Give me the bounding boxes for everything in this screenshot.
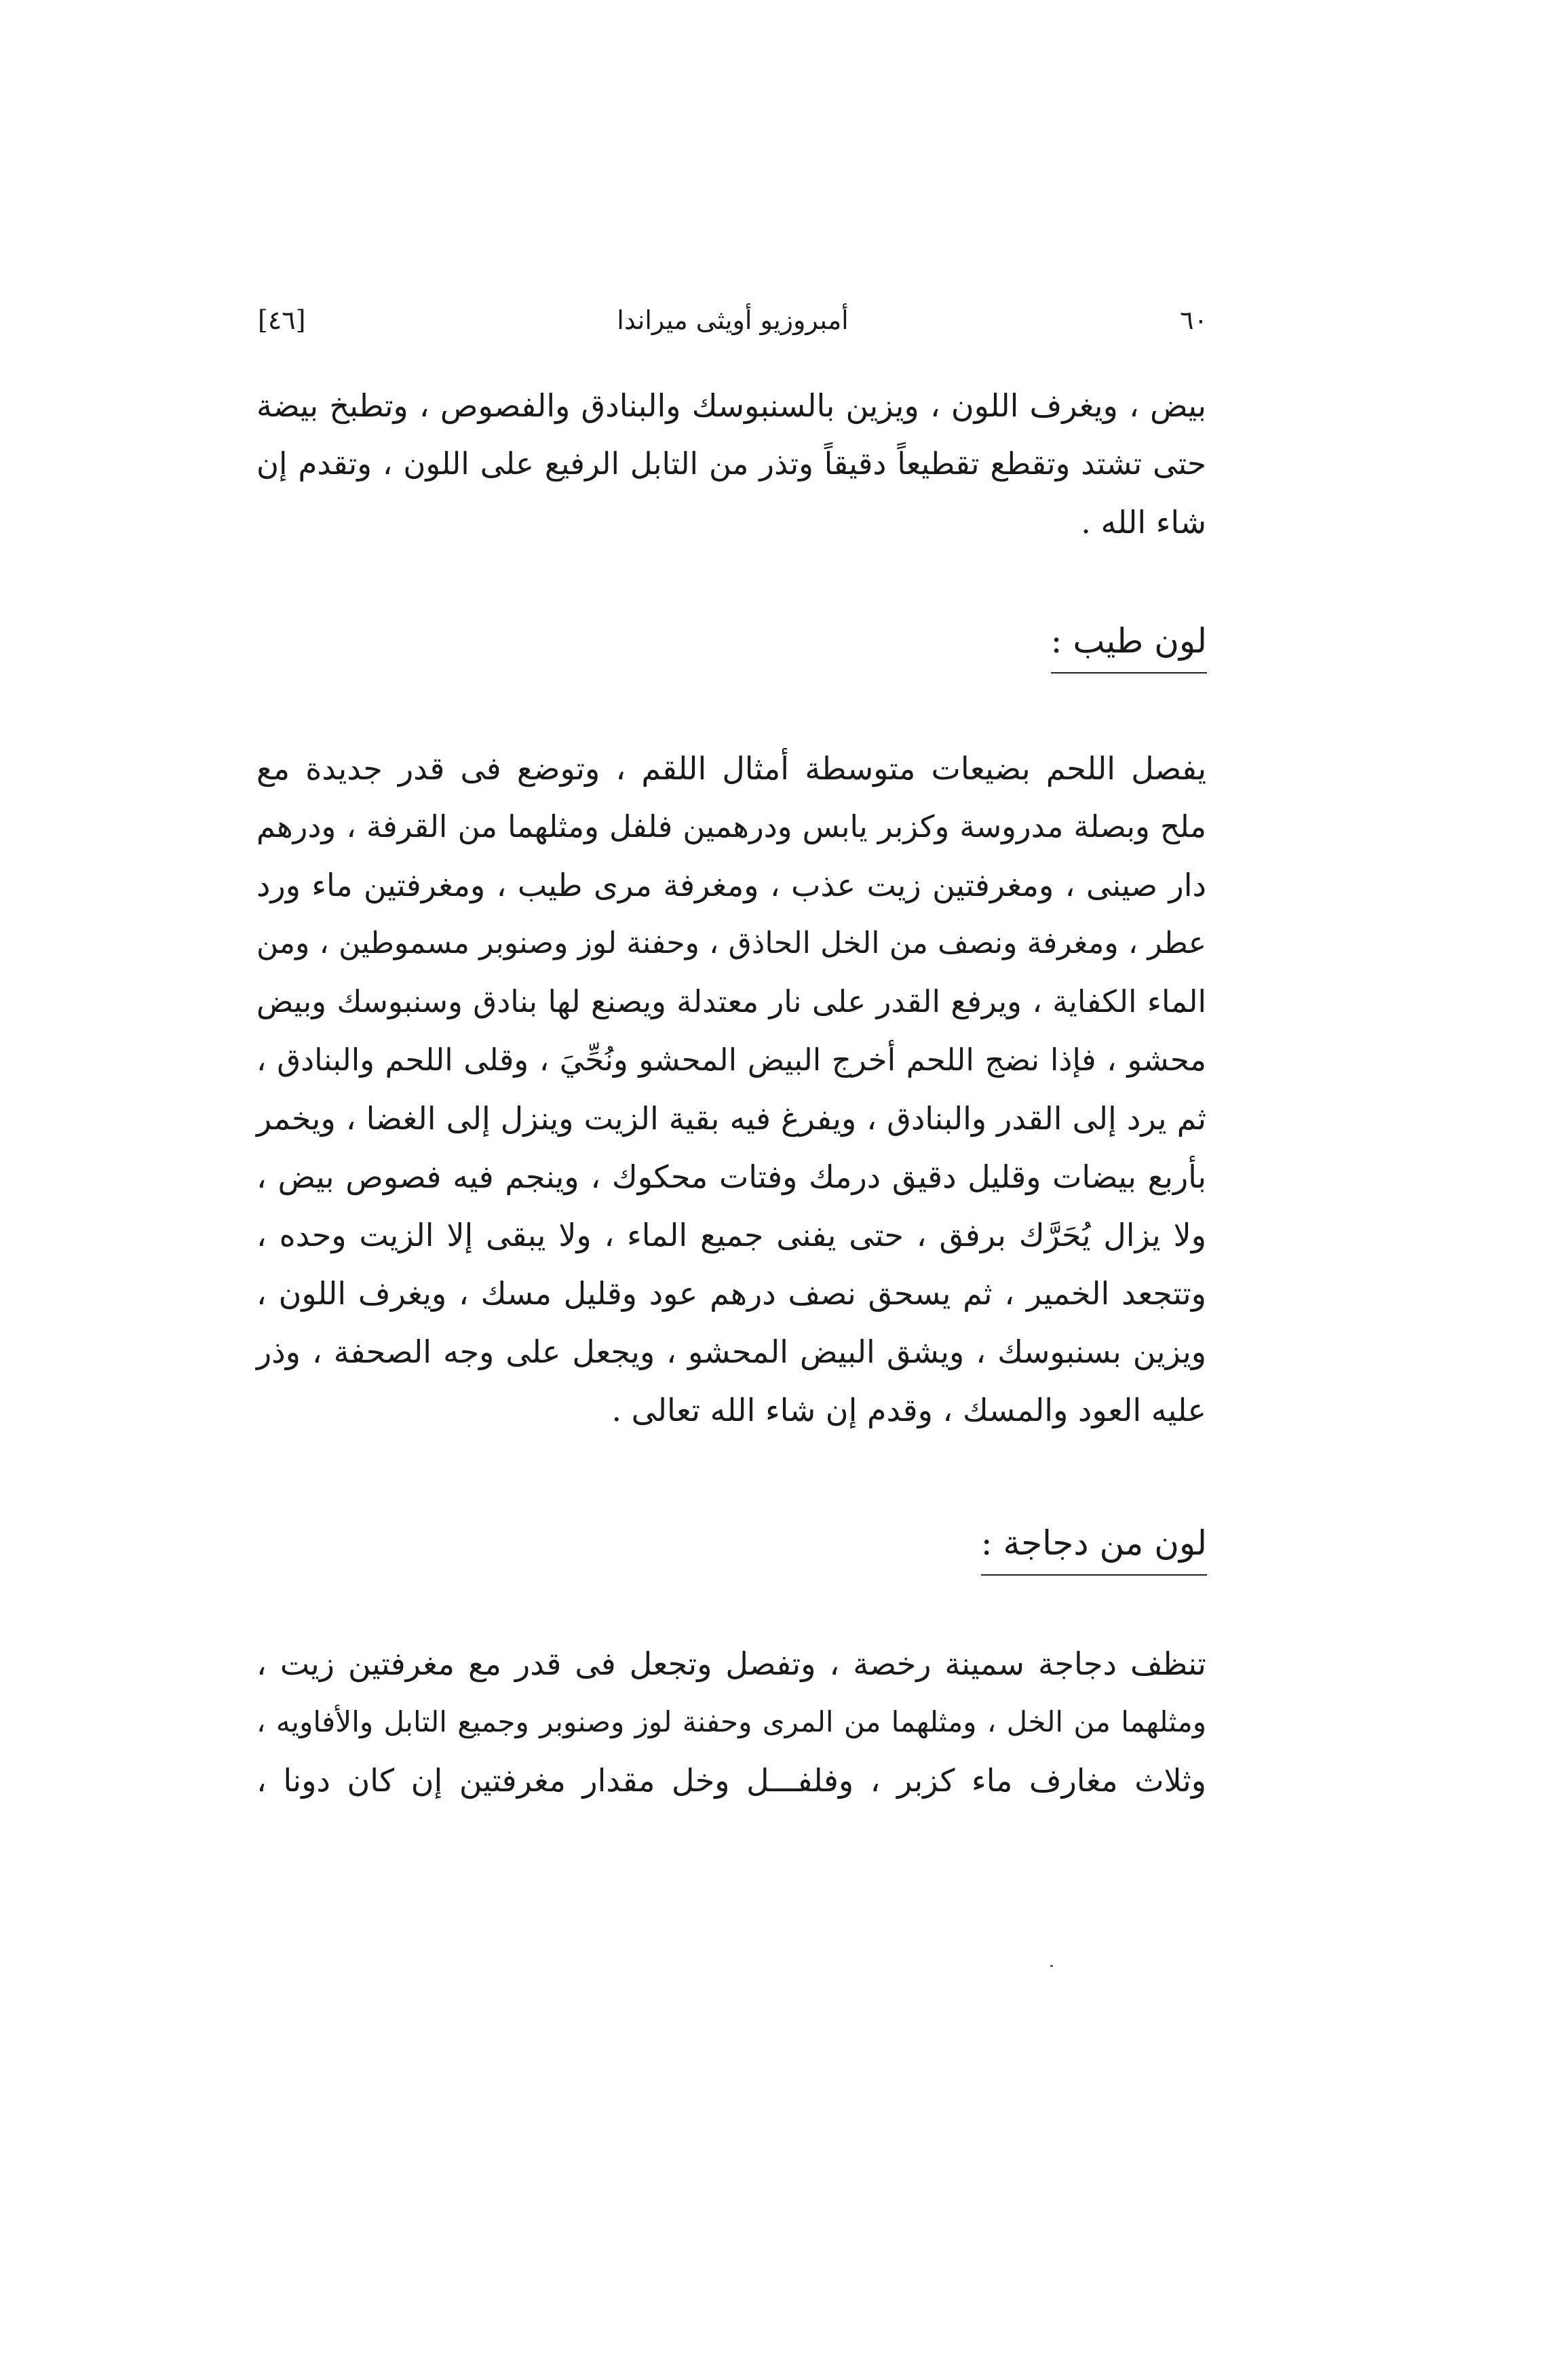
text-line: وثلاث مغارف ماء كزبر ، وفلفـــل وخل مقدار مغرفتين إن كان دونا ،: [256, 1762, 1206, 1799]
text-line: ملح وبصلة مدروسة وكزبر يابس ودرهمين فلفل ومثلهما من القرفة ، ودرهم: [256, 808, 1206, 844]
text-line: محشو ، فإذا نضج اللحم أخرج البيض المحشو ونُحِّيَ ، وقلى اللحم والبنادق ،: [256, 1042, 1206, 1078]
text-line: عطر ، ومغرفة ونصف من الخل الحاذق ، وحفنة لوز وصنوبر مسموطين ، ومن: [256, 926, 1206, 960]
text-line: الماء الكفاية ، ويرفع القدر على نار معتدلة ويصنع لها بنادق وسنبوسك وبيض: [256, 983, 1206, 1019]
text-line: ولا يزال يُحَرَّك برفق ، حتى يفنى جميع الماء ، ولا يبقى إلا الزيت وحده ،: [256, 1217, 1206, 1253]
text-line: حتى تشتد وتقطع تقطيعاً دقيقاً وتذر من التابل الرفيع على اللون ، وتقدم إن: [256, 446, 1206, 482]
text-line: عليه العود والمسك ، وقدم إن شاء الله تعالى .: [611, 1392, 1206, 1428]
text-line: ومثلهما من الخل ، ومثلهما من المرى وحفنة لوز وصنوبر وجميع التابل والأفاويه ،: [256, 1705, 1206, 1738]
recipe-heading-laun-tayyib: لون طيب :: [1051, 614, 1207, 674]
text-line: بأربع بيضات وقليل دقيق درمك وفتات محكوك ، وينجم فيه فصوص بيض ،: [256, 1158, 1206, 1195]
intro-paragraph: [256, 376, 1206, 551]
recipe-heading-laun-min-dajaja: لون من دجاجة :: [981, 1516, 1207, 1576]
page-number: ٦٠: [1180, 305, 1208, 335]
text-line: وتتجعد الخمير ، ثم يسحق نصف درهم عود وقليل مسك ، ويغرف اللون ،: [256, 1275, 1206, 1312]
text-line: يفصل اللحم بضيعات متوسطة أمثال اللقم ، وتوضع فى قدر جديدة مع: [256, 750, 1206, 787]
section-number: [٤٦]: [258, 305, 306, 335]
scan-speck: [1050, 1965, 1053, 1967]
text-line: ويزين بسنبوسك ، ويشق البيض المحشو ، ويجعل على وجه الصحفة ، وذر: [256, 1333, 1206, 1370]
text-line: شاء الله .: [1081, 504, 1206, 541]
text-line: دار صينى ، ومغرفتين زيت عذب ، ومغرفة مرى طيب ، ومغرفتين ماء ورد: [256, 867, 1206, 903]
recipe-body-laun-min-dajaja: [256, 1635, 1206, 1810]
text-line: بيض ، ويغرف اللون ، ويزين بالسنبوسك والبنادق والفصوص ، وتطبخ بيضة: [256, 387, 1206, 424]
running-title: أمبروزيو أويثى ميراندا: [617, 305, 849, 335]
page-header: [258, 298, 1208, 353]
recipe-body-laun-tayyib: [256, 739, 1206, 1439]
text-line: تنظف دجاجة سمينة رخصة ، وتفصل وتجعل فى قدر مع مغرفتين زيت ،: [256, 1645, 1206, 1682]
text-line: ثم يرد إلى القدر والبنادق ، ويفرغ فيه بقية الزيت وينزل إلى الغضا ، ويخمر: [256, 1100, 1206, 1137]
